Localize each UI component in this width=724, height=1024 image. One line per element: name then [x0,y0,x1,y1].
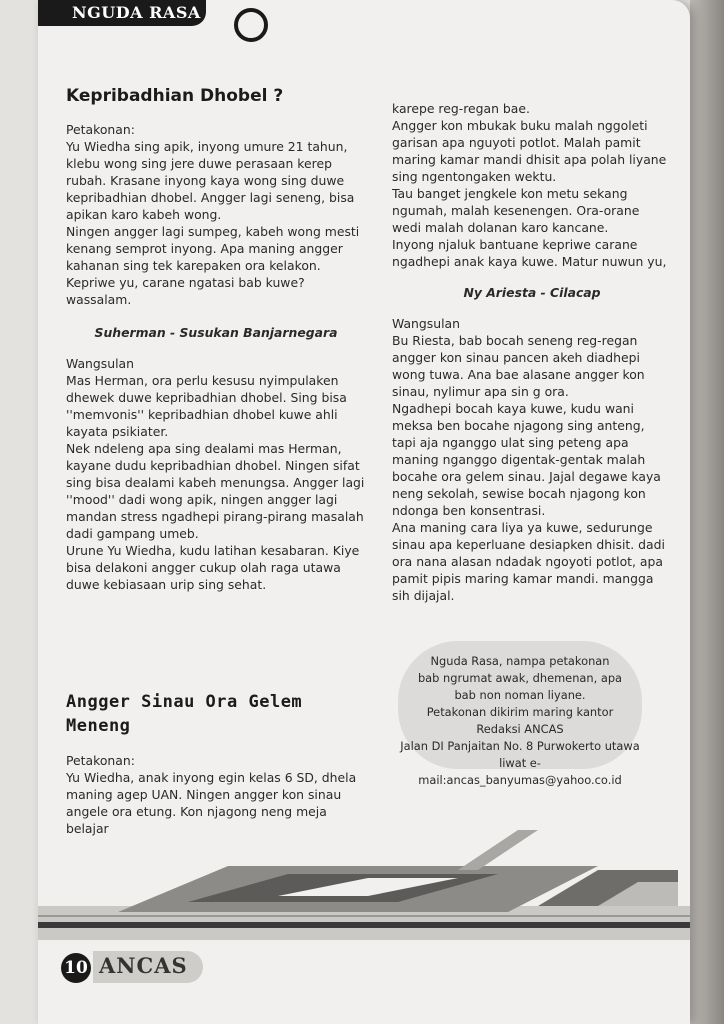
page-edge-shadow [690,0,724,1024]
section-title: NGUDA RASA [72,3,201,22]
article2-answer-para: Ana maning cara liya ya kuwe, sedurunge sinau apa keperluane desiapken dhisit. dadi ora nana alasan ndadak ngoyoti potlot, apa pamit pipis maring kamar mandi. mangga sih dijajal. [392,520,665,603]
article1-answer-para: Nek ndeleng apa sing dealami mas Herman, kayane dudu kepribadhian dhobel. Ningen sifat sing bisa dealami kabeh menungsa. Angger lagi ''mood'' dadi wong apik, ningen angger lagi mandan stress ngadhepi pirang-pirang masalah dadi gampang umeb. [66,441,365,541]
page-footer [55,947,205,987]
article1-title: Kepribadhian Dhobel ? [66,86,284,106]
submission-info-box [398,641,642,787]
article2-answer-para: Bu Riesta, bab bocah seneng reg-regan angger kon sinau pancen akeh diadhepi wong tuwa. Ana bae alasane angger kon sinau, nylimur apa sin g ora. [392,333,645,399]
article1-answer-para: Mas Herman, ora perlu kesusu nyimpulaken dhewek duwe kepribadhian dhobel. Sing bisa ''memvonis'' kepribadhian dhobel kuwe ahli kayata psikiater. [66,373,347,439]
article1-question-para: Yu Wiedha sing apik, inyong umure 21 tahun, klebu wong sing jere duwe perasaan kerep rubah. Krasane inyong kaya wong sing duwe kepribadhian dhobel. Angger lagi seneng, bisa apikan karo kabeh wong. [66,139,355,222]
article1-question-label: Petakonan: [66,122,135,137]
submission-info-text [398,653,642,789]
article1-signature: Suherman - Susukan Banjarnegara [94,325,338,340]
article2-block [66,690,366,837]
section-header [38,0,228,30]
article2-continued [392,100,672,604]
info-line: Petakonan dikirim maring kantor [426,705,614,719]
article2-question-para: karepe reg-regan bae. [392,101,530,116]
header-ring-decoration [234,8,268,42]
article2-question-para: Inyong njaluk bantuane kepriwe carane ngadhepi anak kaya kuwe. Matur nuwun yu, [392,237,667,269]
info-line: liwat e-mail:ancas_banyumas@yahoo.co.id [418,756,622,787]
info-line: Nguda Rasa, nampa petakonan [430,654,610,668]
article2-signature: Ny Ariesta - Cilacap [463,285,601,300]
info-line: Jalan DI Panjaitan No. 8 Purwokerto utawa [400,739,640,753]
decorative-stripes-graphic [38,826,690,946]
info-line: bab non noman liyane. [454,688,586,702]
info-line: bab ngrumat awak, dhemenan, apa [417,671,623,685]
band-dark-line [38,922,690,928]
page-number: 10 [61,953,91,983]
article1-answer-para: Urune Yu Wiedha, kudu latihan kesabaran. Kiye bisa delakoni angger cukup olah raga utawa duwe kebiasaan urip sing sehat. [66,543,360,592]
article1-block [66,88,366,593]
article1-question-para: Ningen angger lagi sumpeg, kabeh wong mesti kenang semprot inyong. Apa maning angger kahanan sing tek karepaken ora kelakon. Kepriwe yu, carane ngatasi bab kuwe? wassalam. [66,224,360,307]
article2-answer-para: Ngadhepi bocah kaya kuwe, kudu wani meksa ben bocahe njagong sing anteng, tapi aja nganggo ulat sing peteng apa maning nganggo digentak-gentak malah bocahe ora gelem sinau. Jajal degawe kaya neng sekolah, sewise bocah njagong kon ndonga ben konsentrasi. [392,401,661,518]
article2-question-para: Angger kon mbukak buku malah nggoleti garisan apa nguyoti potlot. Malah pamit maring kamar mandi dhisit apa polah liyane sing ngentongaken wektu. [392,118,667,184]
article2-question-para: Yu Wiedha, anak inyong egin kelas 6 SD, dhela maning agep UAN. Ningen angger kon sinau angele ora etung. Kon njagong neng meja belajar [66,770,357,836]
brand-logo: ANCAS [99,953,188,978]
article2-title: Angger Sinau Ora Gelem Meneng [66,692,303,736]
article2-question-para: Tau banget jengkele kon metu sekang ngumah, malah kesenengen. Ora-orane wedi malah dolanan karo kancane. [392,186,640,235]
band-shape [458,830,538,870]
article2-question-label: Petakonan: [66,753,135,768]
article1-answer-label: Wangsulan [66,356,134,371]
article2-answer-label: Wangsulan [392,316,460,331]
info-line: Redaksi ANCAS [476,722,564,736]
